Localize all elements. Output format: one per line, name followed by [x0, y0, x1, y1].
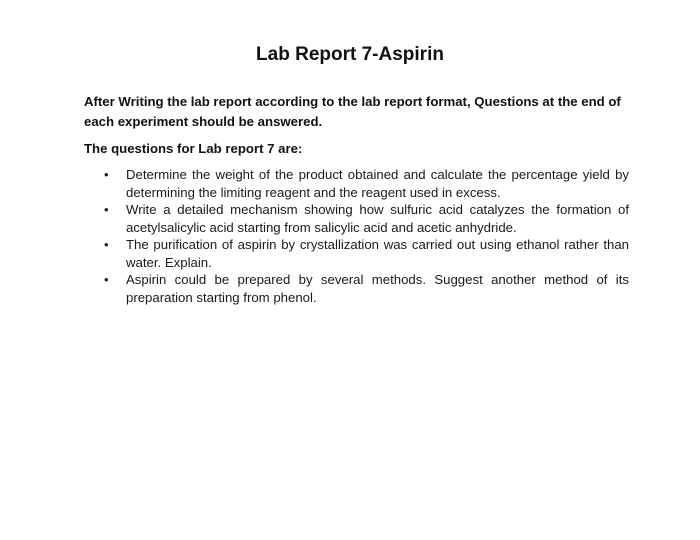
- question-text: The purification of aspirin by crystallization was carried out using ethanol rather than water. Explain.: [126, 237, 629, 270]
- questions-list: [84, 166, 629, 306]
- list-item: [84, 236, 629, 271]
- list-item: [84, 271, 629, 306]
- question-text: Aspirin could be prepared by several methods. Suggest another method of its preparation starting from phenol.: [126, 272, 629, 305]
- intro-paragraph: After Writing the lab report according to the lab report format, Questions at the end of each experiment should be answered.: [84, 94, 621, 129]
- bullet-icon: •: [104, 272, 109, 287]
- page-title: Lab Report 7-Aspirin: [256, 44, 444, 65]
- bullet-icon: •: [104, 237, 109, 252]
- bullet-icon: •: [104, 167, 109, 182]
- list-item: [84, 166, 629, 201]
- list-item: [84, 201, 629, 236]
- question-text: Write a detailed mechanism showing how sulfuric acid catalyzes the formation of acetylsalicylic acid starting from salicylic acid and acetic anhydride.: [126, 202, 629, 235]
- question-text: Determine the weight of the product obtained and calculate the percentage yield by determining the limiting reagent and the reagent used in excess.: [126, 167, 629, 200]
- questions-heading: The questions for Lab report 7 are:: [84, 141, 303, 156]
- bullet-icon: •: [104, 202, 109, 217]
